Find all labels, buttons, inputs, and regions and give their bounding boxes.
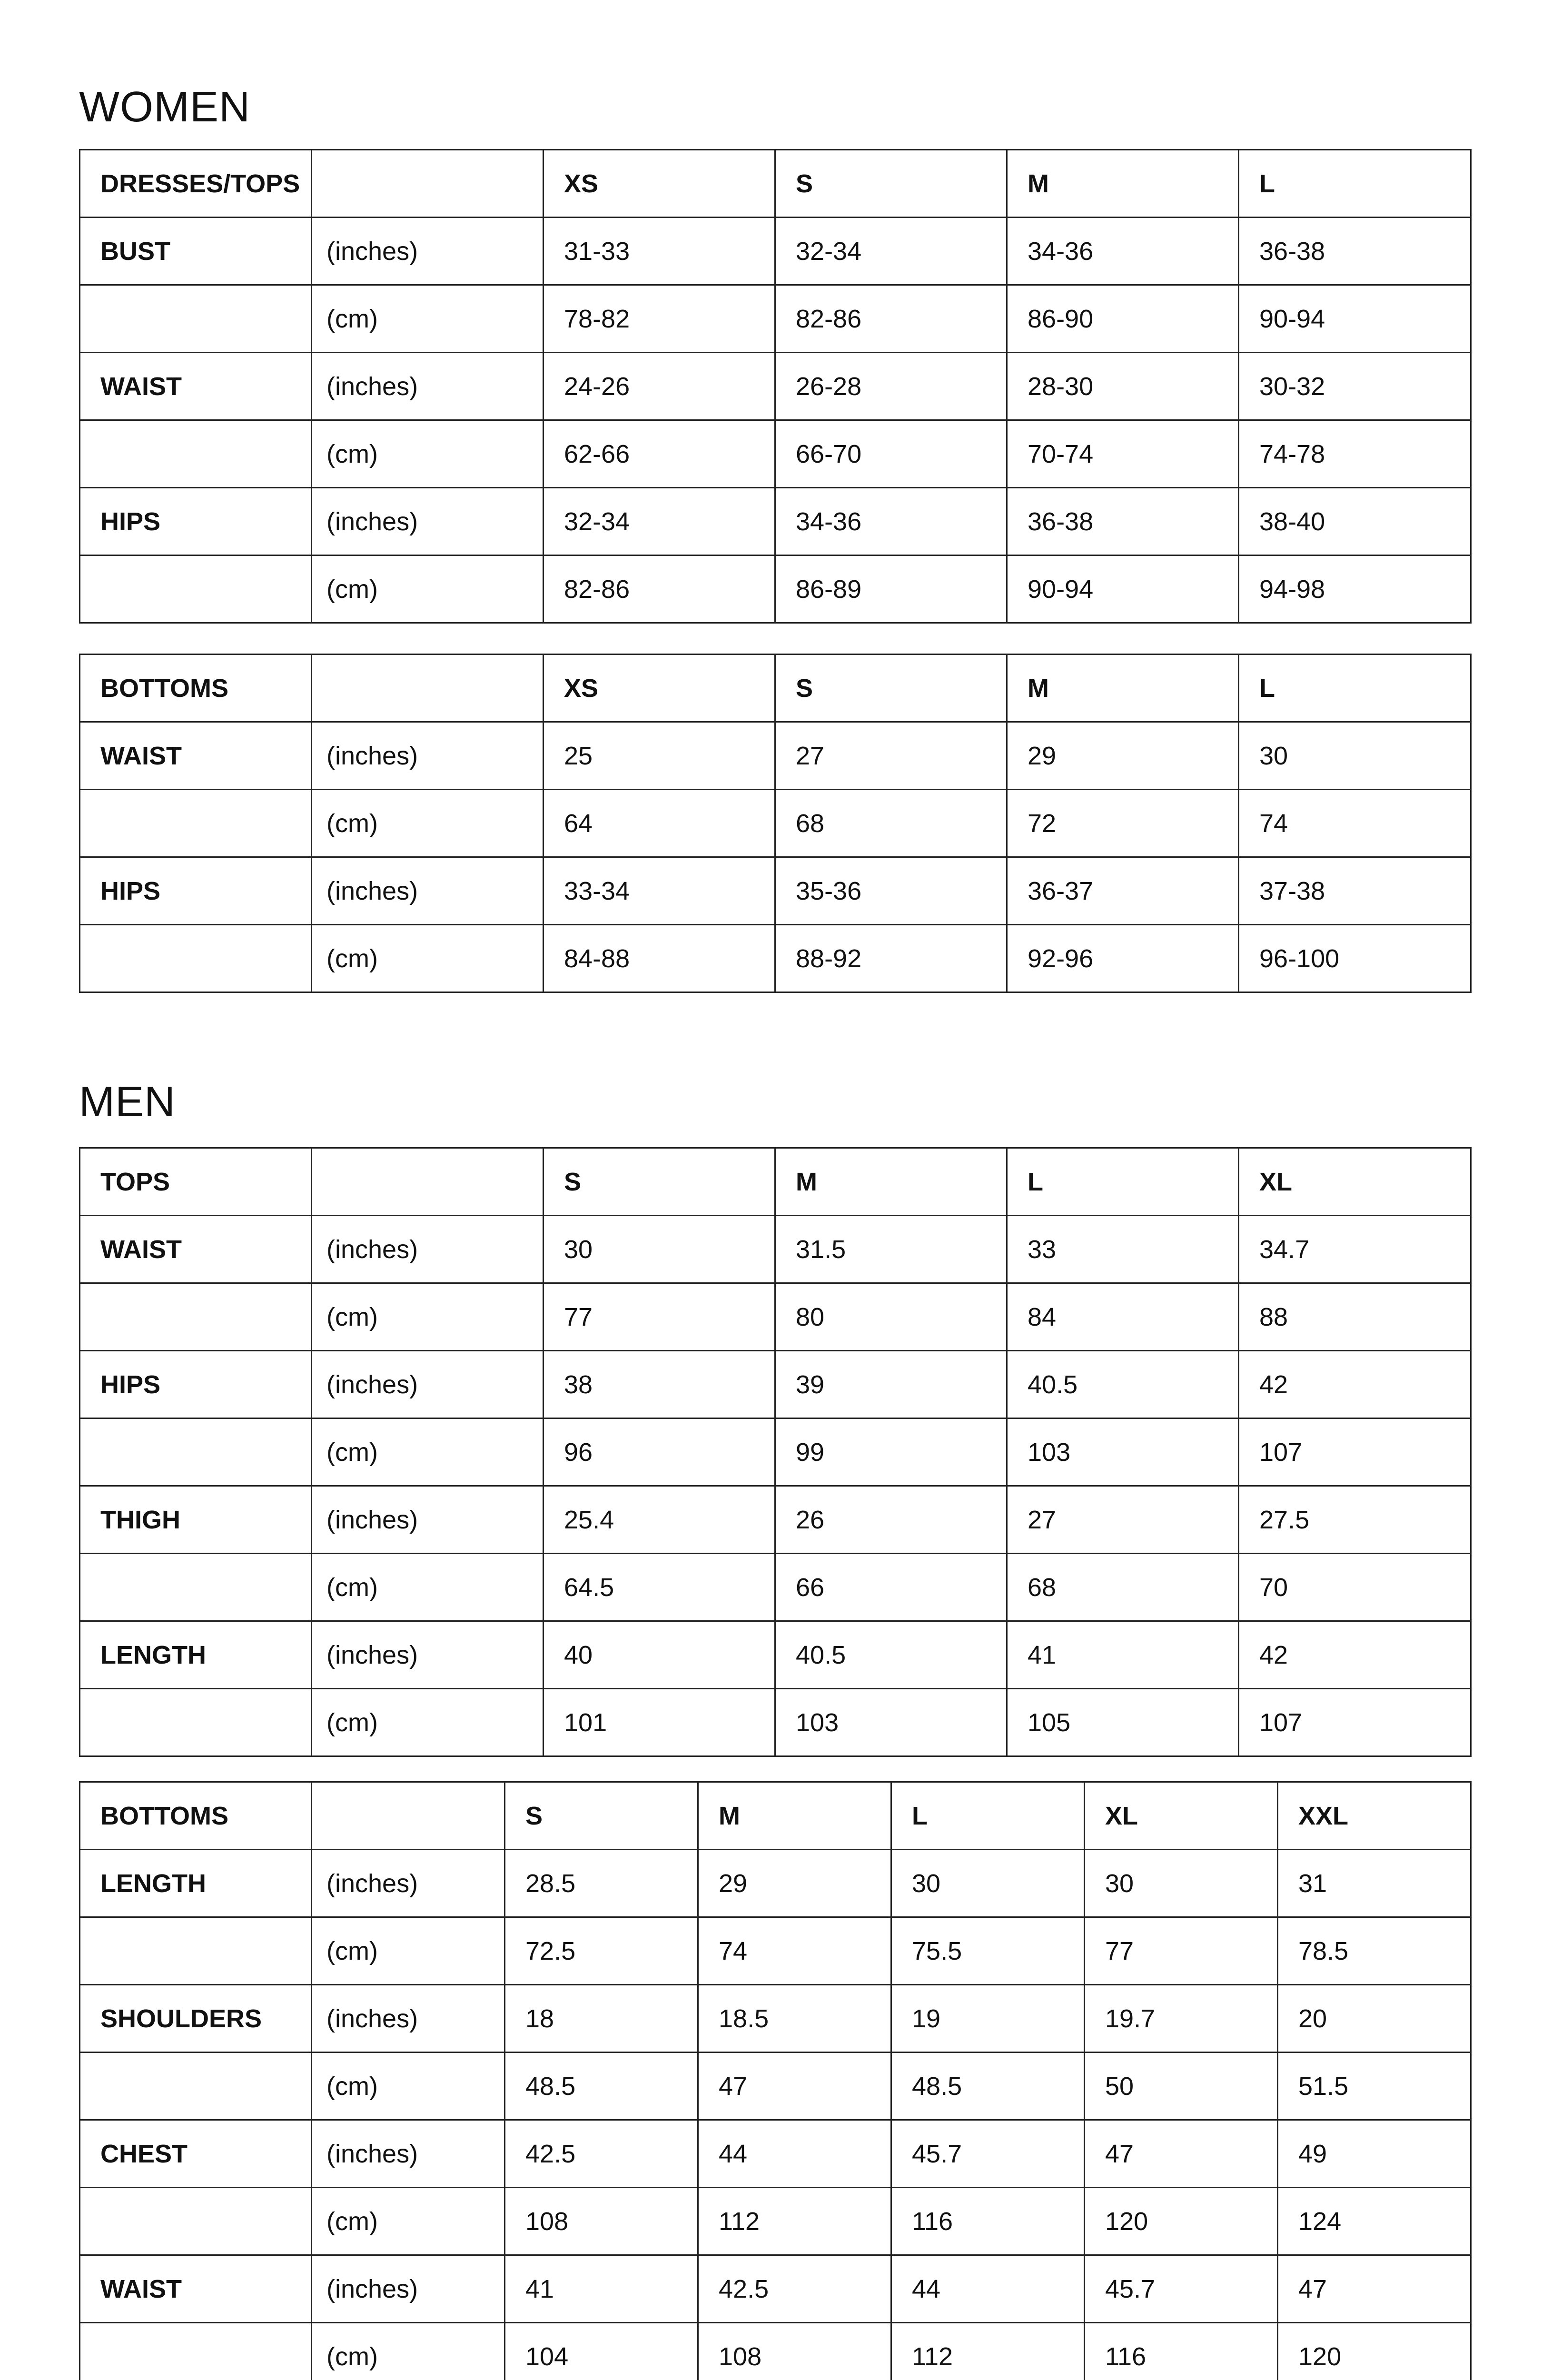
size-header-cell: M <box>775 1148 1007 1216</box>
size-value-cell: 47 <box>698 2053 891 2120</box>
size-value-cell: 103 <box>775 1689 1007 1756</box>
size-value-cell: 120 <box>1085 2188 1278 2255</box>
header-row <box>80 1148 1471 1216</box>
table-row <box>80 1351 1471 1418</box>
unit-label: (inches) <box>312 1351 544 1418</box>
size-value-cell: 28-30 <box>1007 353 1239 420</box>
table-row <box>80 285 1471 353</box>
size-value-cell: 66-70 <box>775 420 1007 488</box>
size-value-cell: 38 <box>544 1351 775 1418</box>
size-value-cell: 37-38 <box>1239 857 1471 925</box>
unit-label: (cm) <box>312 1283 544 1351</box>
size-value-cell: 112 <box>891 2323 1085 2380</box>
size-value-cell: 48.5 <box>505 2053 698 2120</box>
table-row <box>80 722 1471 790</box>
measurement-label <box>80 1917 312 1985</box>
men-bottoms-table <box>79 1781 1472 2380</box>
unit-label: (cm) <box>312 555 544 623</box>
size-value-cell: 90-94 <box>1007 555 1239 623</box>
unit-label: (inches) <box>312 2120 505 2188</box>
size-value-cell: 24-26 <box>544 353 775 420</box>
size-value-cell: 86-90 <box>1007 285 1239 353</box>
size-value-cell: 72.5 <box>505 1917 698 1985</box>
men-tops-table <box>79 1147 1472 1757</box>
size-value-cell: 70 <box>1239 1554 1471 1621</box>
size-value-cell: 31.5 <box>775 1216 1007 1283</box>
men-section-title: MEN <box>79 1078 176 1126</box>
unit-label: (inches) <box>312 857 544 925</box>
size-value-cell: 68 <box>1007 1554 1239 1621</box>
unit-label: (inches) <box>312 722 544 790</box>
size-value-cell: 41 <box>1007 1621 1239 1689</box>
unit-label: (cm) <box>312 790 544 857</box>
size-value-cell: 94-98 <box>1239 555 1471 623</box>
size-value-cell: 64 <box>544 790 775 857</box>
measurement-label: BUST <box>80 218 312 285</box>
table-section-label: BOTTOMS <box>80 1782 312 1850</box>
size-value-cell: 108 <box>698 2323 891 2380</box>
size-value-cell: 80 <box>775 1283 1007 1351</box>
size-value-cell: 25.4 <box>544 1486 775 1554</box>
size-value-cell: 32-34 <box>775 218 1007 285</box>
size-value-cell: 19.7 <box>1085 1985 1278 2053</box>
measurement-label: LENGTH <box>80 1621 312 1689</box>
size-value-cell: 104 <box>505 2323 698 2380</box>
header-row <box>80 654 1471 722</box>
measurement-label: WAIST <box>80 2255 312 2323</box>
measurement-label <box>80 1554 312 1621</box>
table-row <box>80 420 1471 488</box>
size-value-cell: 30 <box>544 1216 775 1283</box>
measurement-label: WAIST <box>80 353 312 420</box>
women-bottoms-table <box>79 654 1472 993</box>
unit-label: (inches) <box>312 218 544 285</box>
size-value-cell: 50 <box>1085 2053 1278 2120</box>
unit-label: (cm) <box>312 2053 505 2120</box>
size-value-cell: 51.5 <box>1278 2053 1471 2120</box>
size-value-cell: 30 <box>891 1850 1085 1917</box>
size-value-cell: 48.5 <box>891 2053 1085 2120</box>
size-value-cell: 96 <box>544 1418 775 1486</box>
measurement-label: HIPS <box>80 857 312 925</box>
measurement-label <box>80 2053 312 2120</box>
size-value-cell: 36-38 <box>1239 218 1471 285</box>
header-row <box>80 1782 1471 1850</box>
unit-label: (cm) <box>312 1917 505 1985</box>
women-section-title: WOMEN <box>79 83 250 131</box>
measurement-label: WAIST <box>80 722 312 790</box>
size-value-cell: 18.5 <box>698 1985 891 2053</box>
size-value-cell: 34.7 <box>1239 1216 1471 1283</box>
size-value-cell: 82-86 <box>544 555 775 623</box>
size-value-cell: 74 <box>698 1917 891 1985</box>
measurement-label <box>80 1418 312 1486</box>
size-value-cell: 78.5 <box>1278 1917 1471 1985</box>
size-value-cell: 27.5 <box>1239 1486 1471 1554</box>
size-value-cell: 49 <box>1278 2120 1471 2188</box>
size-value-cell: 19 <box>891 1985 1085 2053</box>
measurement-label: LENGTH <box>80 1850 312 1917</box>
table-row <box>80 857 1471 925</box>
table-row <box>80 2120 1471 2188</box>
size-value-cell: 124 <box>1278 2188 1471 2255</box>
table-section-label: TOPS <box>80 1148 312 1216</box>
table-row <box>80 790 1471 857</box>
table-row <box>80 1554 1471 1621</box>
size-value-cell: 107 <box>1239 1689 1471 1756</box>
size-value-cell: 18 <box>505 1985 698 2053</box>
size-value-cell: 82-86 <box>775 285 1007 353</box>
size-value-cell: 78-82 <box>544 285 775 353</box>
table-row <box>80 1985 1471 2053</box>
table-section-label: BOTTOMS <box>80 654 312 722</box>
table-row <box>80 1850 1471 1917</box>
table-row <box>80 1917 1471 1985</box>
size-value-cell: 25 <box>544 722 775 790</box>
size-header-cell: L <box>1239 150 1471 218</box>
size-value-cell: 32-34 <box>544 488 775 555</box>
table-row <box>80 1283 1471 1351</box>
table-row <box>80 1418 1471 1486</box>
size-value-cell: 77 <box>544 1283 775 1351</box>
size-header-cell: S <box>505 1782 698 1850</box>
unit-label: (inches) <box>312 1985 505 2053</box>
measurement-label: CHEST <box>80 2120 312 2188</box>
unit-header-cell <box>312 150 544 218</box>
measurement-label <box>80 1283 312 1351</box>
measurement-label <box>80 790 312 857</box>
size-value-cell: 120 <box>1278 2323 1471 2380</box>
measurement-label: SHOULDERS <box>80 1985 312 2053</box>
table-row <box>80 2255 1471 2323</box>
size-value-cell: 45.7 <box>1085 2255 1278 2323</box>
size-value-cell: 36-37 <box>1007 857 1239 925</box>
size-header-cell: S <box>775 654 1007 722</box>
size-value-cell: 64.5 <box>544 1554 775 1621</box>
unit-header-cell <box>312 1148 544 1216</box>
size-value-cell: 26-28 <box>775 353 1007 420</box>
measurement-label <box>80 285 312 353</box>
size-value-cell: 70-74 <box>1007 420 1239 488</box>
measurement-label: HIPS <box>80 1351 312 1418</box>
size-value-cell: 31 <box>1278 1850 1471 1917</box>
size-value-cell: 101 <box>544 1689 775 1756</box>
size-value-cell: 74-78 <box>1239 420 1471 488</box>
size-value-cell: 33 <box>1007 1216 1239 1283</box>
size-value-cell: 86-89 <box>775 555 1007 623</box>
unit-label: (cm) <box>312 925 544 992</box>
size-header-cell: XL <box>1085 1782 1278 1850</box>
unit-label: (inches) <box>312 488 544 555</box>
measurement-label <box>80 2323 312 2380</box>
table-row <box>80 1689 1471 1756</box>
size-header-cell: XL <box>1239 1148 1471 1216</box>
unit-label: (inches) <box>312 353 544 420</box>
size-header-cell: M <box>1007 654 1239 722</box>
size-header-cell: M <box>1007 150 1239 218</box>
size-header-cell: XS <box>544 654 775 722</box>
size-value-cell: 96-100 <box>1239 925 1471 992</box>
table-row <box>80 2323 1471 2380</box>
size-value-cell: 42.5 <box>698 2255 891 2323</box>
measurement-label: WAIST <box>80 1216 312 1283</box>
unit-label: (inches) <box>312 1216 544 1283</box>
size-value-cell: 36-38 <box>1007 488 1239 555</box>
size-value-cell: 42 <box>1239 1351 1471 1418</box>
table-row <box>80 353 1471 420</box>
table-row <box>80 2188 1471 2255</box>
size-value-cell: 66 <box>775 1554 1007 1621</box>
size-value-cell: 112 <box>698 2188 891 2255</box>
size-value-cell: 30 <box>1085 1850 1278 1917</box>
size-value-cell: 103 <box>1007 1418 1239 1486</box>
size-value-cell: 108 <box>505 2188 698 2255</box>
size-value-cell: 90-94 <box>1239 285 1471 353</box>
measurement-label: HIPS <box>80 488 312 555</box>
measurement-label <box>80 1689 312 1756</box>
unit-header-cell <box>312 1782 505 1850</box>
size-value-cell: 39 <box>775 1351 1007 1418</box>
size-header-cell: M <box>698 1782 891 1850</box>
size-value-cell: 29 <box>698 1850 891 1917</box>
size-value-cell: 27 <box>775 722 1007 790</box>
table-row <box>80 1621 1471 1689</box>
unit-label: (cm) <box>312 1689 544 1756</box>
unit-label: (inches) <box>312 1621 544 1689</box>
measurement-label <box>80 925 312 992</box>
size-value-cell: 38-40 <box>1239 488 1471 555</box>
size-value-cell: 28.5 <box>505 1850 698 1917</box>
measurement-label <box>80 2188 312 2255</box>
size-header-cell: XXL <box>1278 1782 1471 1850</box>
size-value-cell: 44 <box>891 2255 1085 2323</box>
size-header-cell: S <box>775 150 1007 218</box>
size-value-cell: 30 <box>1239 722 1471 790</box>
measurement-label: THIGH <box>80 1486 312 1554</box>
size-value-cell: 40 <box>544 1621 775 1689</box>
size-value-cell: 77 <box>1085 1917 1278 1985</box>
unit-label: (cm) <box>312 1554 544 1621</box>
table-section-label: DRESSES/TOPS <box>80 150 312 218</box>
size-value-cell: 99 <box>775 1418 1007 1486</box>
size-value-cell: 75.5 <box>891 1917 1085 1985</box>
size-value-cell: 20 <box>1278 1985 1471 2053</box>
size-value-cell: 88 <box>1239 1283 1471 1351</box>
size-value-cell: 42 <box>1239 1621 1471 1689</box>
measurement-label <box>80 420 312 488</box>
unit-label: (inches) <box>312 1850 505 1917</box>
measurement-label <box>80 555 312 623</box>
size-value-cell: 84 <box>1007 1283 1239 1351</box>
unit-label: (cm) <box>312 2188 505 2255</box>
women-dresses-tops-table <box>79 149 1472 624</box>
size-header-cell: XS <box>544 150 775 218</box>
unit-label: (cm) <box>312 1418 544 1486</box>
table-row <box>80 488 1471 555</box>
size-value-cell: 41 <box>505 2255 698 2323</box>
size-value-cell: 29 <box>1007 722 1239 790</box>
size-value-cell: 30-32 <box>1239 353 1471 420</box>
size-value-cell: 105 <box>1007 1689 1239 1756</box>
size-value-cell: 88-92 <box>775 925 1007 992</box>
size-value-cell: 26 <box>775 1486 1007 1554</box>
size-value-cell: 34-36 <box>1007 218 1239 285</box>
size-value-cell: 27 <box>1007 1486 1239 1554</box>
size-value-cell: 40.5 <box>775 1621 1007 1689</box>
table-row <box>80 218 1471 285</box>
size-header-cell: L <box>891 1782 1085 1850</box>
size-value-cell: 47 <box>1278 2255 1471 2323</box>
header-row <box>80 150 1471 218</box>
size-value-cell: 72 <box>1007 790 1239 857</box>
size-value-cell: 31-33 <box>544 218 775 285</box>
size-value-cell: 33-34 <box>544 857 775 925</box>
unit-label: (inches) <box>312 2255 505 2323</box>
unit-label: (cm) <box>312 2323 505 2380</box>
size-value-cell: 116 <box>1085 2323 1278 2380</box>
size-value-cell: 45.7 <box>891 2120 1085 2188</box>
size-value-cell: 47 <box>1085 2120 1278 2188</box>
unit-label: (inches) <box>312 1486 544 1554</box>
size-value-cell: 62-66 <box>544 420 775 488</box>
size-value-cell: 92-96 <box>1007 925 1239 992</box>
size-value-cell: 44 <box>698 2120 891 2188</box>
size-value-cell: 35-36 <box>775 857 1007 925</box>
size-value-cell: 74 <box>1239 790 1471 857</box>
size-header-cell: S <box>544 1148 775 1216</box>
size-value-cell: 68 <box>775 790 1007 857</box>
size-value-cell: 40.5 <box>1007 1351 1239 1418</box>
size-value-cell: 42.5 <box>505 2120 698 2188</box>
size-value-cell: 107 <box>1239 1418 1471 1486</box>
table-row <box>80 1216 1471 1283</box>
table-row <box>80 925 1471 992</box>
unit-label: (cm) <box>312 285 544 353</box>
size-value-cell: 34-36 <box>775 488 1007 555</box>
table-row <box>80 2053 1471 2120</box>
size-header-cell: L <box>1007 1148 1239 1216</box>
size-header-cell: L <box>1239 654 1471 722</box>
table-row <box>80 1486 1471 1554</box>
unit-label: (cm) <box>312 420 544 488</box>
size-value-cell: 84-88 <box>544 925 775 992</box>
table-row <box>80 555 1471 623</box>
size-value-cell: 116 <box>891 2188 1085 2255</box>
unit-header-cell <box>312 654 544 722</box>
